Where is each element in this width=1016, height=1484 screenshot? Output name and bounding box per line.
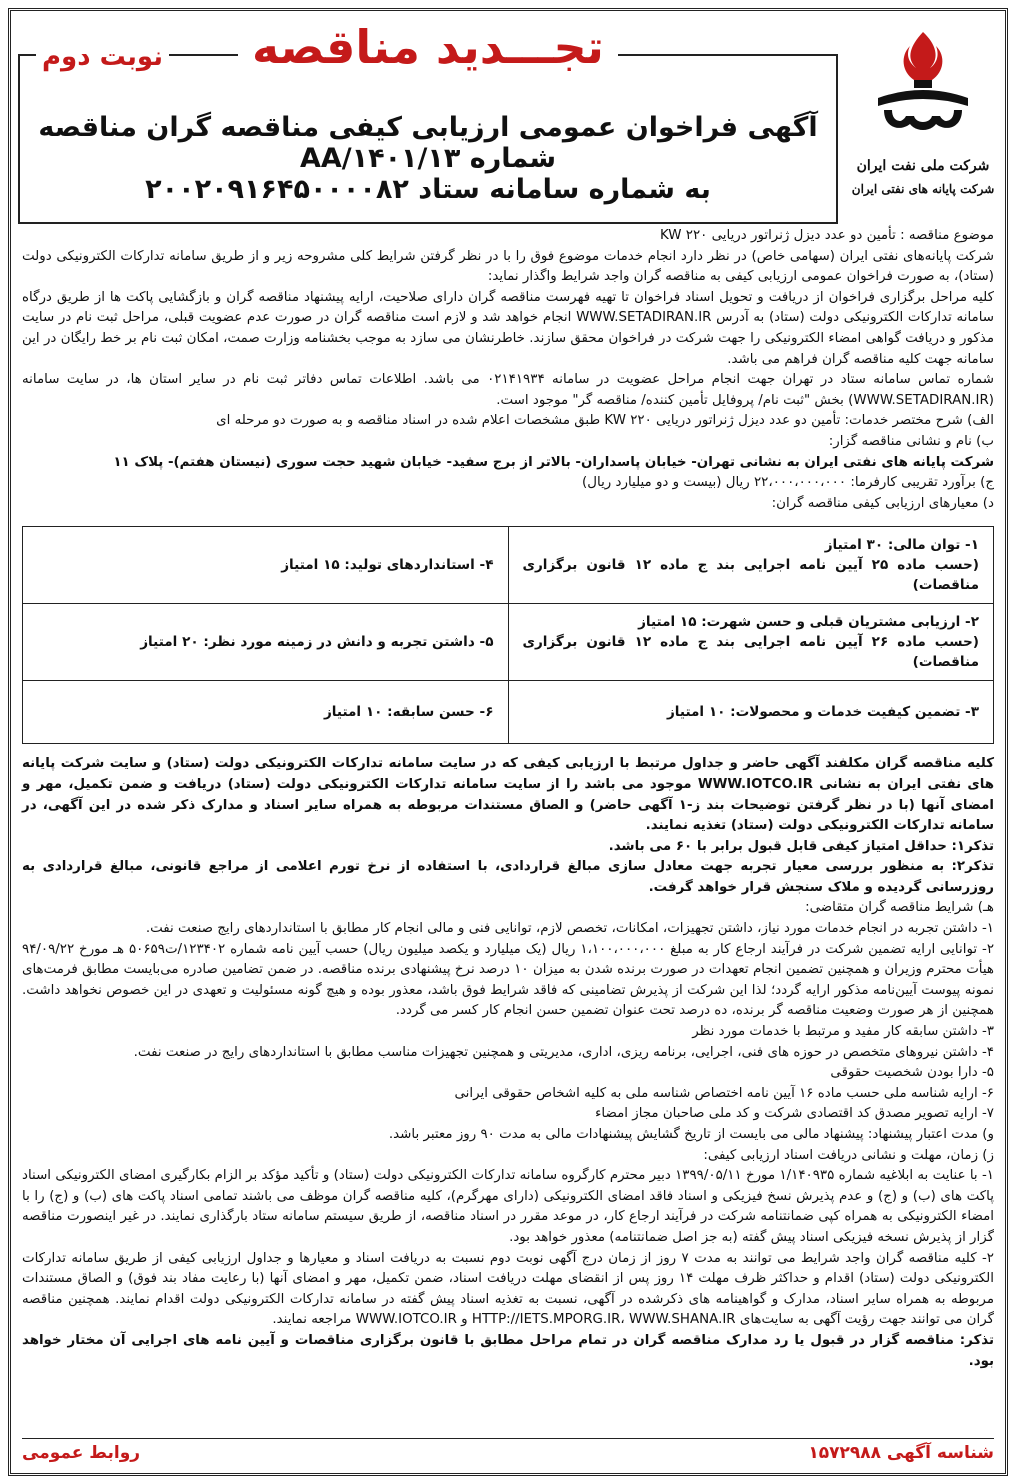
process-paragraph: کلیه مراحل برگزاری فراخوان از دریافت و تحویل اسناد فراخوان تا تهیه فهرست مناقصه گران دارای صلاحیت، ارایه پیشنهاد مناقصه گران و بازگشایی پاکت ها از طریق درگاه سامانه تدارکات الکترونیکی دولت (ستاد) به آدرس WWW.SETADIRAN.IR انجام خواهد شد و لازم است مناقصه گران در صورت عدم عضویت قبلی، مراحل ثبت نام در سایت مذکور و دریافت گواهی امضاء الکترونیکی را جهت شرکت در فراخوان محقق سازند. خاطرنشان می سازد به موجب بخشنامه وزارت صمت، امکان ثبت نام بر خط رایگان در این سامانه جهت کلیه مناقصه گران فراهم می باشد. [22, 289, 994, 367]
public-relations-signature: روابط عمومی [22, 1443, 141, 1463]
company-name-1: شرکت ملی نفت ایران [856, 158, 990, 174]
criterion-5-title: ۵- داشتن تجربه و دانش در زمینه مورد نظر: ۲۰ امتیاز [140, 634, 494, 651]
criterion-3 [508, 681, 994, 744]
tenderer-address: شرکت پایانه های نفتی ایران به نشانی تهران- خیابان پاسداران- بالاتر از برج سفید- خیابان شهید حجت سوری (نیستان هفتم)- پلاک ۱۱ [113, 454, 994, 470]
section-he-title: هـ) شرایط مناقصه گران متقاضی: [805, 900, 994, 916]
documents-paragraph: کلیه مناقصه گران مکلفند آگهی حاضر و جداول مرتبط با ارزیابی کیفی که در سایت سامانه تدارکات الکترونیکی دولت (ستاد) و سایت شرکت پایانه های نفتی ایران به نشانی WWW.IOTCO.IR موجود می باشد را از سایت سامانه تدارکات الکترونیکی دولت (ستاد) دریافت و ضمن تکمیل، مهر و امضای آنها (با در نظر گرفتن توضیحات بند ز-۱ آگهی حاضر) و الصاق مستندات مربوطه به همراه سایر اسناد و مدارک ذکر شده در این آگهی، در سامانه تدارکات الکترونیکی دولت (ستاد) تغذیه نمایند. [22, 756, 995, 834]
intro-paragraph: شرکت پایانه‌های نفتی ایران (سهامی خاص) در نظر دارد انجام خدمات موضوع فوق را با در نظر گرفتن شرایط کلی مشروحه زیر و از طریق سامانه تدارکات الکترونیکی دولت (ستاد)، به صورت فراخوان عمومی ارزیابی کیفی به مناقصه گران واجد شرایط واگذار نماید: [22, 248, 994, 285]
table-row [23, 527, 994, 604]
criterion-4-title: ۴- استانداردهای تولید: ۱۵ امتیاز [281, 557, 494, 574]
note-2: تذکر۲: به منظور بررسی معیار تجربه جهت معادل سازی مبالغ قراردادی، با استفاده از نرخ تورم اعلامی از مراجع قانونی، مبالغ قراردادی به روزرسانی گردیده و ملاک سنجش قرار خواهد گرفت. [22, 859, 994, 895]
company-logo [848, 18, 998, 218]
company-name-2: شرکت پایانه های نفتی ایران [851, 182, 995, 196]
section-dal: د) معیارهای ارزیابی کیفی مناقصه گران: [771, 495, 994, 511]
criterion-6 [23, 681, 509, 744]
ad-body [22, 226, 994, 1372]
section-alef: الف) شرح مختصر خدمات: تأمین دو عدد دیزل ژنراتور دریایی KW ۲۲۰ طبق مشخصات اعلام شده در اسناد مناقصه و به صورت دو مرحله ای [216, 413, 994, 429]
contact-paragraph: شماره تماس سامانه ستاد در تهران جهت انجام مراحل عضویت در سامانه ۰۲۱۴۱۹۳۴ می باشد. اطلاعات تماس دفاتر ثبت نام در سایر استان ها، در سایت سامانه (WWW.SETADIRAN.IR) بخش "ثبت نام/ پروفایل تأمین کننده/ مناقصه گر" موجود است. [22, 372, 994, 408]
criterion-2 [508, 604, 994, 681]
subject-line: موضوع مناقصه : تأمین دو عدد دیزل ژنراتور دریایی KW ۲۲۰ [659, 228, 994, 243]
subtitle-line-2: به شماره سامانه ستاد ۲۰۰۲۰۹۱۶۴۵۰۰۰۰۸۲ [145, 174, 711, 205]
flame-logo-icon [870, 28, 976, 138]
table-row [23, 604, 994, 681]
criteria-table [22, 526, 994, 744]
section-ze-title: ز) زمان، مهلت و نشانی دریافت اسناد ارزیابی کیفی: [703, 1147, 994, 1163]
condition-7: ۷- ارایه تصویر مصدق کد اقتصادی شرکت و کد ملی صاحبان مجاز امضاء [595, 1106, 994, 1122]
criterion-3-title: ۳- تضمین کیفیت خدمات و محصولات: ۱۰ امتیاز [666, 704, 979, 721]
section-be: ب) نام و نشانی مناقصه گزار: [828, 433, 994, 449]
criterion-5 [23, 604, 509, 681]
round-badge: نوبت دوم [36, 42, 169, 72]
criterion-1-note: (حسب ماده ۲۵ آیین نامه اجرایی بند ج ماده ۱۲ قانون برگزاری مناقصات) [522, 557, 979, 594]
note-1: تذکر۱: حداقل امتیاز کیفی قابل قبول برابر با ۶۰ می باشد. [608, 838, 994, 854]
ad-footer [22, 1438, 994, 1467]
main-title: تجـــدید مناقصه [20, 20, 836, 74]
criterion-6-title: ۶- حسن سابقه: ۱۰ امتیاز [323, 704, 494, 721]
ad-header [18, 18, 998, 208]
criterion-1-title: ۱- توان مالی: ۳۰ امتیاز [824, 537, 979, 554]
condition-4: ۴- داشتن نیروهای متخصص در حوزه های فنی، اجرایی، برنامه ریزی، اداری، مدیریتی و همچنین تجهیزات مناسب مطابق با استانداردهای رایج در صنعت نفت. [133, 1044, 994, 1060]
section-ze-2: ۲- کلیه مناقصه گران واجد شرایط می توانند به مدت ۷ روز از زمان درج آگهی نوبت دوم نسبت به دریافت اسناد و معیارها و جداول ارزیابی کیفی از طریق سامانه تدارکات الکترونیکی دولت (ستاد) اقدام و حداکثر ظرف مهلت ۱۴ روز پس از انقضای مهلت دریافت اسناد، ضمن تکمیل، مهر و امضای آنها (با رعایت مفاد بند فوق) و الصاق مستندات مربوطه به همراه سایر اسناد، مدارک و گواهینامه های ذکرشده در آگهی، نسبت به تغذیه اسناد پیش گفته در سامانه تدارکات الکترونیکی دولت اقدام نمایند. همچنین مناقصه گران می توانند جهت رؤیت آگهی به سایت‌های HTTP://IETS.MPORG.IR، WWW.SHANA.IR و WWW.IOTCO.IR مراجعه نمایند. [22, 1250, 994, 1328]
ad-id: شناسه آگهی ۱۵۷۲۹۸۸ [808, 1443, 994, 1463]
criterion-1 [508, 527, 994, 604]
title-box [18, 20, 838, 224]
criterion-2-note: (حسب ماده ۲۶ آیین نامه اجرایی بند ج ماده ۱۲ قانون برگزاری مناقصات) [522, 634, 979, 671]
condition-3: ۳- داشتن سابقه کار مفید و مرتبط با خدمات مورد نظر [692, 1024, 994, 1040]
criterion-4 [23, 527, 509, 604]
criterion-2-title: ۲- ارزیابی مشتریان قبلی و حسن شهرت: ۱۵ امتیاز [638, 614, 979, 631]
final-note: تذکر: مناقصه گزار در قبول یا رد مدارک مناقصه گران در تمام مراحل مطابق با قانون برگزاری مناقصات و آیین نامه های اجرایی آن مختار خواهد بود. [22, 1332, 994, 1369]
table-row [23, 681, 994, 744]
condition-1: ۱- داشتن تجربه در انجام خدمات مورد نیاز، داشتن تجهیزات، امکانات، تخصص لازم، توانایی فنی و مالی انجام کار مطابق با استانداردهای رایج صنعت نفت. [145, 921, 994, 937]
condition-5: ۵- دارا بودن شخصیت حقوقی [830, 1065, 994, 1081]
section-ze-1: ۱- با عنایت به ابلاغیه شماره ۱/۱۴۰۹۳۵ مورخ ۱۳۹۹/۰۵/۱۱ دبیر محترم کارگروه سامانه تدارکات الکترونیکی دولت (ستاد) و تأکید مؤکد بر الزام بکارگیری امضای الکترونیکی اسناد پاکت های (ب) و (ج) و عدم پذیرش نسخ فیزیکی و اسناد فاقد امضای الکترونیکی (دارای مهرگرم)، کلیه مناقصه گران موظف می باشند تمامی اسناد پاکت های (ب) و (ج) را با امضاء الکترونیکی به همراه کپی ضمانتنامه شرکت در فرآیند ارجاع کار، در موعد مقرر در اسناد مناقصه، از طریق سیستم سامانه ستاد بارگذاری نمایند. در غیر اینصورت مناقصه گزار از پذیرش نسخه فیزیکی اسناد پیش گفته (به جز اصل ضمانتنامه) معذور خواهد بود. [22, 1168, 994, 1245]
condition-6: ۶- ارایه شناسه ملی حسب ماده ۱۶ آیین نامه اختصاص شناسه ملی به کلیه اشخاص حقوقی ایرانی [454, 1085, 994, 1101]
subtitle-line-1: آگهی فراخوان عمومی ارزیابی کیفی مناقصه گران مناقصه شماره ۱۴۰۱/۱۳/AA [38, 112, 818, 174]
section-vav: و) مدت اعتبار پیشنهاد: پیشنهاد مالی می بایست از تاریخ گشایش پیشنهادات مالی به مدت ۹۰ روز معتبر باشد. [388, 1127, 994, 1142]
section-jim: ج) برآورد تقریبی کارفرما: ۲۲،۰۰۰،۰۰۰،۰۰۰ ریال (بیست و دو میلیارد ریال) [582, 475, 994, 491]
condition-2: ۲- توانایی ارایه تضمین شرکت در فرآیند ارجاع کار به مبلغ ۱،۱۰۰،۰۰۰،۰۰۰ ریال (یک میلیارد و یکصد میلیون ریال) حسب آیین نامه شماره ۱۲۳۴۰۲/ت۵۰۶۵۹ هـ مورخ ۹۴/۰۹/۲۲ هیأت محترم وزیران و همچنین تضمین انجام تعهدات در صورت برنده شدن به میزان ۱۰ درصد نرخ پیشنهادی برنده مناقصه. در ضمن تضامین صادره می‌بایست مطابق فرمت‌های نمونه پیوست آیین‌نامه مذکور ارایه گردد؛ لذا این شرکت از پذیرش تضامینی که فاقد شرایط فوق باشد، معذور بوده و هیچ گونه مسئولیت و تعهدی در این خصوص نخواهد داشت. همچنین از هر صورت وضعیت مناقصه گر برنده، ده درصد تحت عنوان تضمین حسن انجام کار کسر می گردد. [22, 941, 995, 1019]
